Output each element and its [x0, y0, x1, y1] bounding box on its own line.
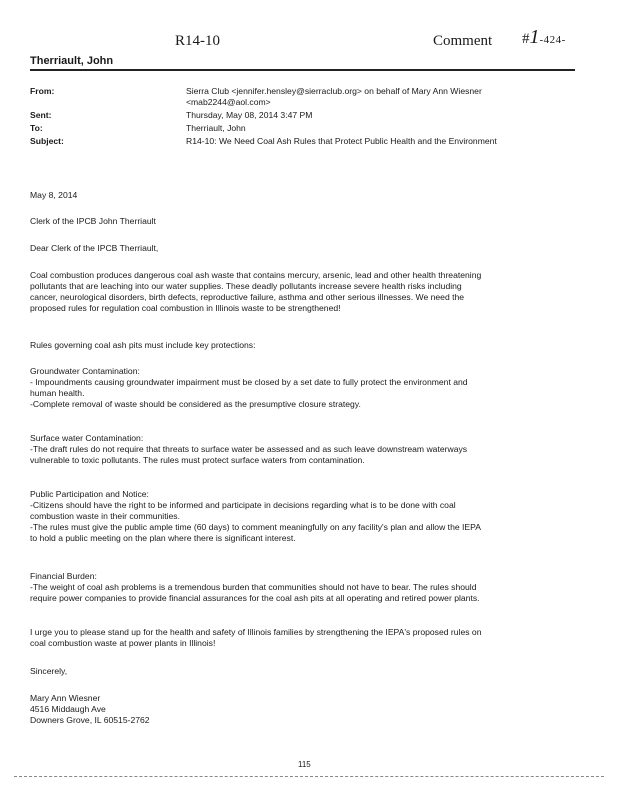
surface-water-section	[30, 433, 580, 466]
header-to-row	[30, 123, 590, 134]
groundwater-section	[30, 366, 580, 410]
sent-label: Sent:	[30, 110, 52, 120]
recipient-name: Therriault, John	[30, 55, 114, 67]
paragraph-line: to hold a public meeting on the plan where there is significant interest.	[30, 532, 296, 543]
paragraph-line: I urge you to please stand up for the health and safety of Illinois families by strengthening the IEPA's proposed rules on	[30, 627, 482, 637]
comment-stamp: Comment	[433, 33, 493, 49]
paragraph-line: -The draft rules do not require that threats to surface water be assessed and as such leave downstream waterways	[30, 443, 468, 454]
header-sent-row	[30, 110, 590, 121]
sign-off: Sincerely,	[30, 666, 68, 676]
page-number: 115	[298, 760, 311, 769]
paragraph-line: -The rules must give the public ample time (60 days) to comment meaningfully on any facility's plan and allow the IEPA	[30, 521, 481, 532]
signer-city: Downers Grove, IL 60515-2762	[30, 714, 150, 725]
section-heading: Financial Burden:	[30, 571, 97, 581]
paragraph-line: cancer, neurological disorders, birth defects, reproductive failure, asthma and other serious illnesses. We need the	[30, 291, 465, 302]
subject-value: R14-10: We Need Coal Ash Rules that Protect Public Health and the Environment	[186, 136, 497, 146]
header-divider	[30, 69, 575, 71]
section-heading: Surface water Contamination:	[30, 433, 144, 443]
header-from-row	[30, 86, 590, 108]
section-heading: Public Participation and Notice:	[30, 489, 149, 499]
key-protections-line: Rules governing coal ash pits must include key protections:	[30, 340, 256, 350]
sent-value: Thursday, May 08, 2014 3:47 PM	[186, 110, 313, 120]
docket-stamp: R14-10	[175, 33, 220, 49]
footer-divider	[14, 776, 604, 777]
intro-paragraph	[30, 270, 580, 314]
paragraph-line: human health.	[30, 387, 85, 398]
letter-date: May 8, 2014	[30, 190, 78, 200]
paragraph-line: - Impoundments causing groundwater impairment must be closed by a set date to fully protect the environment and	[30, 376, 468, 387]
financial-burden-section	[30, 571, 580, 604]
to-value: Therriault, John	[186, 123, 246, 133]
comment-number-hash: #	[522, 31, 530, 47]
comment-number-suffix: -424-	[539, 34, 566, 46]
public-participation-section	[30, 489, 580, 544]
paragraph-line: proposed rules for regulation coal combustion in Illinois waste to be strengthened!	[30, 302, 341, 313]
from-line-2: <mab2244@aol.com>	[186, 97, 271, 107]
paragraph-line: coal combustion waste at power plants in Illinois!	[30, 637, 216, 648]
from-line-1: Sierra Club <jennifer.hensley@sierraclub.org> on behalf of Mary Ann Wiesner	[186, 86, 482, 96]
paragraph-line: pollutants that are leaching into our water supplies. These deadly pollutants increase severe health risks including	[30, 280, 462, 291]
paragraph-line: vulnerable to toxic pollutants. The rules must protect surface waters from contamination.	[30, 454, 365, 465]
closing-paragraph	[30, 627, 580, 649]
signature-block	[30, 693, 580, 726]
letter-salutation: Dear Clerk of the IPCB Therriault,	[30, 243, 159, 253]
to-label: To:	[30, 123, 43, 133]
from-value	[186, 86, 581, 108]
signer-name: Mary Ann Wiesner	[30, 693, 101, 703]
comment-number-stamp	[522, 26, 566, 49]
paragraph-line: -Complete removal of waste should be considered as the presumptive closure strategy.	[30, 398, 361, 409]
paragraph-line: -The weight of coal ash problems is a tremendous burden that communities should not have to bear. The rules should	[30, 581, 477, 592]
subject-label: Subject:	[30, 136, 64, 146]
comment-number-main: 1	[529, 26, 540, 48]
section-heading: Groundwater Contamination:	[30, 366, 140, 376]
paragraph-line: Coal combustion produces dangerous coal ash waste that contains mercury, arsenic, lead and other health threatening	[30, 270, 482, 280]
signer-street: 4516 Middaugh Ave	[30, 703, 106, 714]
paragraph-line: combustion waste in their communities.	[30, 510, 180, 521]
header-subject-row	[30, 136, 590, 147]
paragraph-line: -Citizens should have the right to be informed and participate in decisions regarding what is to be done with coal	[30, 499, 456, 510]
paragraph-line: require power companies to provide financial assurances for the coal ash pits at all operating and retired power plants.	[30, 592, 480, 603]
letter-addressee: Clerk of the IPCB John Therriault	[30, 216, 156, 226]
from-label: From:	[30, 86, 55, 96]
